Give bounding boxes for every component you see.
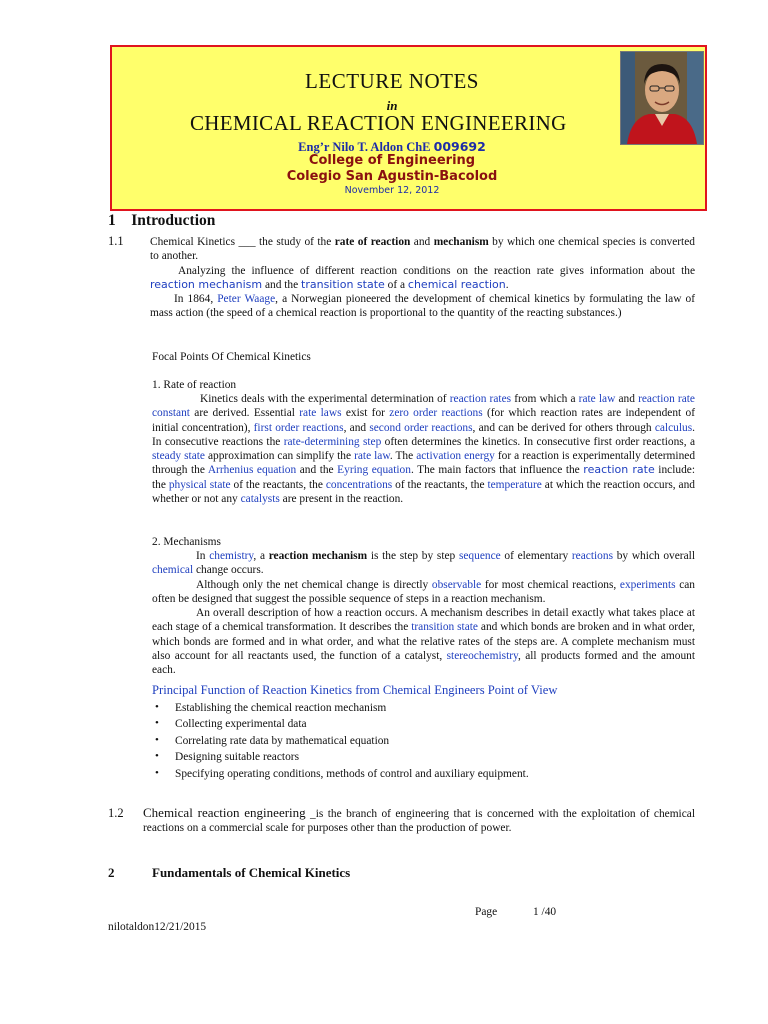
text-run: by which one chemical species is converted to another. [150,236,695,263]
arrhenius-equation-link[interactable]: Arrhenius equation [207,464,297,477]
zero-order-reactions-link[interactable]: zero order reactions [389,407,483,420]
bullet-marker: • [155,734,159,746]
peter-waage-link[interactable]: Peter Waage [217,293,276,305]
text-run: for a reaction is experimentally determined through the [152,450,696,477]
text-run: change occurs. [193,564,264,577]
rate-of-reaction-label: 1. Rate of reaction [152,379,237,391]
rate-law-link[interactable]: rate law [578,393,616,405]
rate-of-reaction-paragraph [152,392,695,506]
text-run: and [615,393,639,405]
text-run: are present in the reaction. [279,493,404,506]
mechanism-description-paragraph [152,606,695,677]
text-run: . [505,279,509,292]
text-run: . The [389,450,417,463]
title-connector: in [386,98,398,113]
second-order-reactions-link[interactable]: second order reactions [369,421,473,434]
text-run: and [410,236,434,248]
sequence-link[interactable]: sequence [458,550,501,562]
school-name: Colegio San Agustin-Bacolod [286,169,498,184]
text-run: In 1864, [174,293,218,305]
page-number: 1 /40 [533,906,557,918]
list-item: Specifying operating conditions, methods of control and auxiliary equipment. [175,768,529,780]
mechanisms-label: 2. Mechanisms [152,536,221,548]
rate-laws-link[interactable]: rate laws [299,407,342,420]
physical-state-link[interactable]: physical state [168,478,231,491]
text-run: Chemical Kinetics ___ the study of the [150,236,335,248]
author-portrait [620,51,704,145]
steady-state-link[interactable]: steady state [152,450,205,463]
subsection-1-1-number: 1.1 [108,234,124,248]
chemical-kinetics-definition [150,235,695,264]
lecture-notes-title: LECTURE NOTES [305,69,479,93]
cre-term: Chemical reaction engineering [143,805,306,820]
concentrations-link[interactable]: concentrations [325,478,393,491]
observable-paragraph [152,578,695,607]
list-item: Establishing the chemical reaction mechanism [175,702,387,714]
mechanism-definition-paragraph [152,549,695,578]
rate-law-link-2[interactable]: rate law [354,450,390,463]
chemistry-link[interactable]: chemistry [209,550,254,562]
first-order-reactions-link[interactable]: first order reactions [253,421,344,434]
text-run: _is the branch of engineering that is concerned with the exploitation of chemical reactions on a commercial scale for purposes other than the production of power. [143,808,695,835]
peter-waage-paragraph [150,292,695,321]
text-run: , and can be derived for others through [472,421,655,434]
footer-author-date: nilotaldon12/21/2015 [108,921,207,933]
transition-state-link-2[interactable]: transition state [411,621,478,634]
eyring-equation-link[interactable]: Eyring equation [337,464,411,477]
text-run: , and [343,421,370,434]
bullet-marker: • [155,717,159,729]
text-run: of elementary [500,550,572,562]
text-run: include: the [152,464,695,491]
text-run: Although only the net chemical change is directly [196,579,432,591]
catalysts-link[interactable]: catalysts [240,493,280,506]
reaction-rate-link[interactable]: reaction rate [583,463,655,477]
mechanism-term: mechanism [433,236,489,248]
text-run: An overall description of how a reaction occurs. A mechanism describes in detail exactly what takes place at each stage of a chemical transformation. It describes the [152,607,695,634]
title-banner [110,45,707,211]
reaction-conditions-paragraph [150,264,695,293]
text-run: exist for [341,407,390,420]
text-run: , all products formed and the amount each. [152,649,696,677]
college-name: College of Engineering [308,153,476,168]
rate-of-reaction-term: rate of reaction [334,236,411,248]
text-run: approximation can simplify the [204,450,355,463]
observable-link[interactable]: observable [431,579,482,591]
focal-points-heading: Focal Points Of Chemical Kinetics [152,351,311,363]
text-run: at which the reaction occurs, and whether or not any [152,478,696,506]
reaction-mechanism-link[interactable]: reaction mechanism [150,278,263,292]
text-run: for most chemical reactions, [481,579,620,591]
lecture-date: November 12, 2012 [344,185,440,196]
bullet-marker: • [155,750,159,762]
chemical-reaction-engineering-paragraph [143,806,695,836]
reaction-mechanism-term: reaction mechanism [268,550,368,562]
text-run: and the [262,279,302,292]
list-item: Designing suitable reactors [175,751,299,763]
bullet-marker: • [155,701,159,713]
chemical-reaction-link[interactable]: chemical reaction [407,278,506,292]
list-item: Collecting experimental data [175,718,307,730]
text-run: , a [253,550,269,562]
text-run: of the reactants, the [392,478,488,491]
section-number: 1 [108,212,116,229]
principal-function-heading: Principal Function of Reaction Kinetics from Chemical Engineers Point of View [152,683,558,697]
text-run: In [196,550,210,562]
text-run: is the step by step [367,550,459,562]
text-run: . The main factors that influence the [410,464,584,477]
section-1-heading [108,212,215,230]
stereochemistry-link[interactable]: stereochemistry [446,649,518,662]
text-run: by which overall [613,550,695,562]
bullet-marker: • [155,767,159,779]
author-license: 009692 [433,139,486,154]
activation-energy-link[interactable]: activation energy [416,450,495,463]
chemical-link[interactable]: chemical [152,564,194,577]
text-run: and which bonds are broken and in what order, which bonds are formed and in what order, and what the relative rates of the steps are. A complete mechanism must also account for all reactants used, the function of a catalyst, [152,621,695,662]
list-item: Correlating rate data by mathematical equation [175,735,390,747]
reaction-rates-link[interactable]: reaction rates [449,393,512,405]
text-run: Analyzing the influence of different reaction conditions on the reaction rate gives information about the [178,265,695,277]
transition-state-link[interactable]: transition state [301,278,385,292]
rate-determining-step-link[interactable]: rate-determining step [283,435,382,448]
text-run: Kinetics deals with the experimental determination of [200,393,450,405]
temperature-link[interactable]: temperature [487,478,542,491]
text-run: of the reactants, the [230,478,326,491]
author-name: Eng’r Nilo T. Aldon ChE [298,140,431,154]
section-2-title: Fundamentals of Chemical Kinetics [152,865,351,880]
reaction-rate-constant-link[interactable]: reaction rate constant [152,393,695,420]
experiments-link[interactable]: experiments [619,579,676,591]
text-run: from which a [511,393,579,405]
section-title: Introduction [131,212,216,229]
text-run: (for which reaction rates are independent of initial concentration), [152,407,695,434]
portrait-photo-icon [621,52,703,144]
text-run: can often be designed that suggest the possible sequence of steps in a reaction mechanism. [152,579,695,606]
page-label: Page [475,906,498,918]
text-run: and the [296,464,338,477]
text-run: , a Norwegian pioneered the development of chemical kinetics by formulating the law of mass action (the speed of a chemical reaction is proportional to the quantity of the reacting substances.) [150,293,695,320]
subsection-1-2-number: 1.2 [108,806,124,820]
text-run: . In consecutive reactions the [152,421,695,448]
text-run: are derived. Essential [189,407,300,420]
reactions-link[interactable]: reactions [571,550,614,562]
subject-title: CHEMICAL REACTION ENGINEERING [190,111,567,135]
text-run: of a [384,279,408,292]
text-run: often determines the kinetics. In consecutive first order reactions, a [381,435,695,448]
calculus-link[interactable]: calculus [654,421,693,434]
section-2-number: 2 [108,865,115,880]
